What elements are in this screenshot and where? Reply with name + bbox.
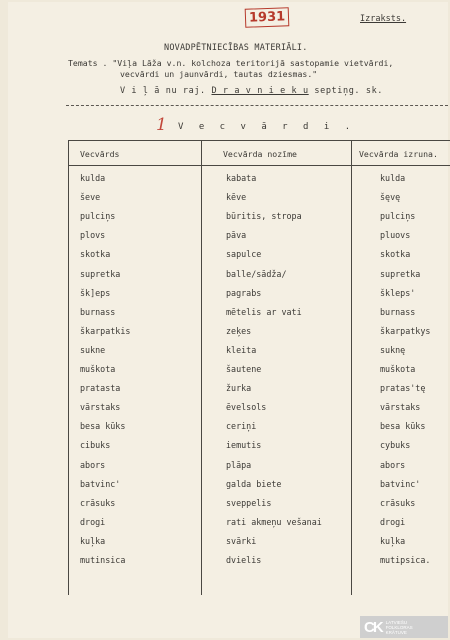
cell-meaning: kabata: [226, 173, 257, 183]
extract-label: Izraksts.: [360, 14, 407, 24]
cell-meaning: kleita: [226, 344, 257, 355]
logo-text: [386, 620, 413, 635]
cell-meaning: ceriņi: [226, 421, 257, 432]
place-name: D r a v n i e k u: [211, 86, 309, 96]
cell-meaning: rati akmeņu vešanai: [226, 516, 322, 527]
place-line: [120, 86, 383, 96]
cell-pronunciation: supretka: [380, 268, 421, 279]
cell-pronunciation: suknę: [380, 344, 406, 355]
cell-word: burnass: [80, 306, 116, 317]
cell-meaning: dvielis: [226, 555, 262, 565]
table-top-rule: [68, 140, 450, 141]
column-header-pronunciation: Vecvārda izruna.: [359, 149, 438, 159]
cell-meaning: sveppelis: [226, 497, 272, 508]
cell-word: batvinc': [80, 478, 121, 489]
cell-word: skotka: [80, 249, 111, 260]
word-table: [68, 140, 450, 595]
table-row: [68, 173, 450, 192]
cell-word: crāsuks: [80, 497, 116, 508]
place-suffix: septiņg. sk.: [314, 86, 384, 96]
table-row: [68, 192, 450, 211]
cell-word: kuļka: [80, 535, 106, 546]
cell-pronunciation: mutipsica.: [380, 555, 431, 565]
cell-pronunciation: pulciņs: [380, 211, 416, 222]
table-row: [68, 383, 450, 402]
cell-word: plovs: [80, 230, 106, 241]
cell-pronunciation: vārstaks: [380, 402, 421, 413]
table-row: [68, 536, 450, 555]
cell-pronunciation: šęvę: [380, 192, 401, 203]
cell-word: muškota: [80, 364, 116, 374]
section-number: 1: [156, 115, 167, 135]
table-header-rule: [68, 165, 450, 166]
table-row: [68, 345, 450, 364]
table-row: [68, 364, 450, 383]
table-row: [68, 555, 450, 574]
cell-pronunciation: drogi: [380, 516, 406, 527]
cell-meaning: galda biete: [226, 478, 282, 489]
cell-word: drogi: [80, 516, 106, 527]
table-row: [68, 460, 450, 479]
cell-pronunciation: muškota: [380, 364, 416, 374]
cell-pronunciation: batvinc': [380, 478, 421, 489]
topic-line-2: vecvārdi un jaunvārdi, tautas dziesmas.": [120, 69, 318, 79]
table-row: [68, 326, 450, 345]
cell-pronunciation: crāsuks: [380, 497, 416, 508]
cell-word: vārstaks: [80, 402, 121, 413]
cell-pronunciation: škleps': [380, 287, 416, 298]
logo-text-line: FOLKLORAS: [385, 624, 413, 630]
table-row: [68, 230, 450, 249]
document-heading: NOVADPĒTNIECĪBAS MATERIĀLI.: [164, 43, 308, 53]
cell-meaning: būritis, stropa: [226, 211, 302, 222]
cell-word: abors: [80, 459, 106, 470]
column-header-meaning: Vecvārda nozīme: [223, 149, 297, 159]
cell-word: pulciņs: [80, 211, 116, 222]
topic-block: [68, 58, 393, 80]
table-row: [68, 249, 450, 268]
year-stamp: 1931: [245, 7, 290, 28]
column-header-word: Vecvārds: [80, 149, 120, 159]
cell-meaning: žurka: [226, 383, 252, 394]
cell-pronunciation: abors: [380, 459, 406, 470]
cell-word: šk]eps: [80, 287, 111, 298]
topic-line-1: Temats . "Viļa Lāža v.n. kolchoza teritorijā sastopamie vietvārdi,: [68, 58, 394, 68]
table-row: [68, 440, 450, 459]
cell-meaning: zeķes: [226, 325, 252, 336]
section-title: V e c v ā r d i .: [178, 122, 356, 132]
cell-pronunciation: škarpatkys: [380, 325, 431, 336]
archive-logo: [360, 616, 448, 638]
cell-pronunciation: besa kūks: [380, 421, 426, 432]
table-row: [68, 479, 450, 498]
cell-meaning: iemutis: [226, 440, 262, 451]
cell-meaning: pagrabs: [226, 287, 262, 298]
logo-text-line: KRĀTUVE: [385, 629, 407, 635]
cell-word: pratasta: [80, 383, 121, 394]
cell-word: mutinsica: [80, 555, 126, 565]
cell-word: ševe: [80, 192, 101, 203]
cell-word: besa kūks: [80, 421, 126, 432]
table-row: [68, 211, 450, 230]
cell-meaning: pāva: [226, 230, 247, 241]
cell-pronunciation: cybuks: [380, 440, 411, 451]
cell-pronunciation: burnass: [380, 306, 416, 317]
cell-word: škarpatkis: [80, 325, 131, 336]
table-row: [68, 269, 450, 288]
cell-pronunciation: pratas'tę: [380, 383, 426, 394]
place-prefix: V i ļ ā nu raj.: [120, 86, 206, 96]
cell-meaning: balle/sādža/: [226, 268, 287, 279]
cell-meaning: kēve: [226, 192, 247, 203]
document-page: [8, 2, 448, 638]
cell-meaning: svārki: [226, 535, 257, 546]
table-row: [68, 421, 450, 440]
logo-mark: CK: [364, 618, 382, 636]
cell-word: supretka: [80, 268, 121, 279]
cell-pronunciation: pluovs: [380, 230, 411, 241]
table-row: [68, 288, 450, 307]
cell-word: sukne: [80, 344, 106, 355]
cell-meaning: plāpa: [226, 459, 252, 470]
table-row: [68, 498, 450, 517]
table-row: [68, 402, 450, 421]
dashed-divider: [66, 105, 448, 106]
cell-meaning: ēvelsols: [226, 402, 267, 413]
cell-pronunciation: kuļka: [380, 535, 406, 546]
cell-meaning: mētelis ar vati: [226, 306, 302, 317]
cell-meaning: šautene: [226, 364, 262, 374]
cell-meaning: sapulce: [226, 249, 262, 260]
cell-word: kulda: [80, 173, 106, 183]
table-row: [68, 517, 450, 536]
cell-pronunciation: skotka: [380, 249, 411, 260]
cell-pronunciation: kulda: [380, 173, 406, 183]
logo-text-line: LATVIEŠU: [385, 619, 408, 625]
cell-word: cibuks: [80, 440, 111, 451]
table-row: [68, 307, 450, 326]
